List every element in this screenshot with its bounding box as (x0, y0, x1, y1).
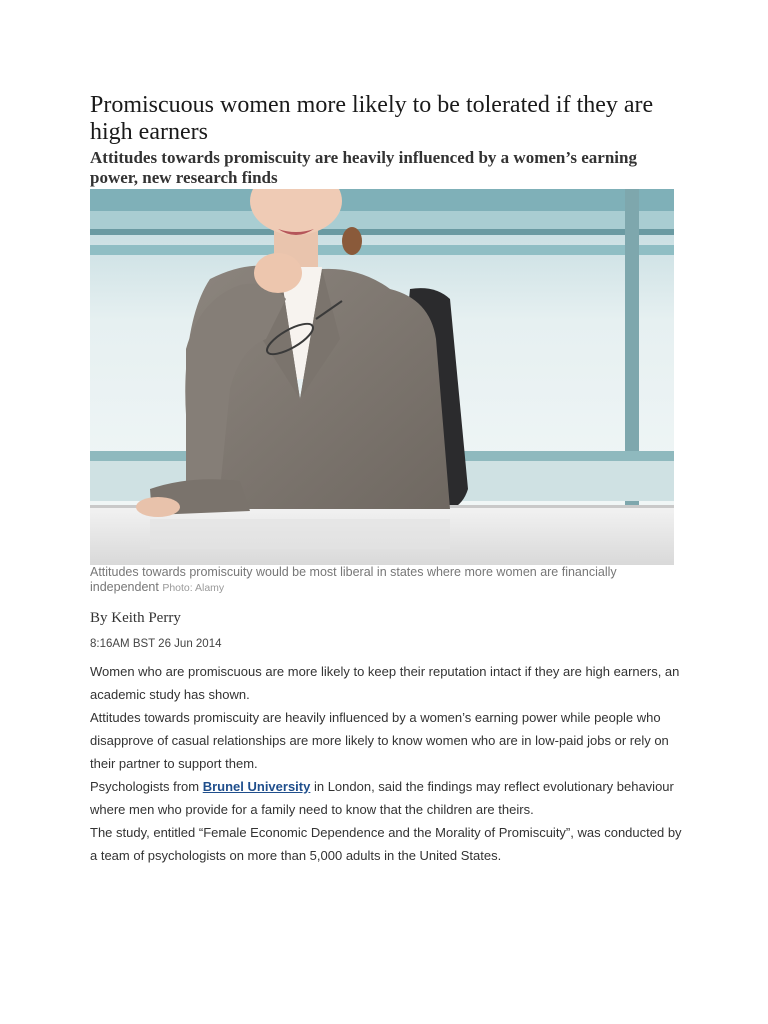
photo-caption-text: Attitudes towards promiscuity would be most liberal in states where more women are financially independent (90, 565, 617, 594)
body-paragraph-2: Attitudes towards promiscuity are heavily influenced by a women’s earning power while people who disapprove of casual relationships are more likely to know women who are in low-paid jobs or rely on their partner to support them. (90, 710, 669, 771)
brunel-university-link[interactable]: Brunel University (202, 779, 311, 794)
article-photo (90, 189, 674, 565)
photo-caption (90, 565, 680, 596)
paragraph-3-rest: in London, said the findings may reflect evolutionary behaviour where men who provide for a family need to know that the children are theirs. (90, 779, 674, 817)
body-paragraph-1: Women who are promiscuous are more likely to keep their reputation intact if they are high earners, an academic study has shown. (90, 664, 680, 702)
photo-credit: Photo: Alamy (162, 582, 225, 594)
article-headline: Promiscuous women more likely to be tolerated if they are high earners (90, 92, 654, 145)
article-standfirst: Attitudes towards promiscuity are heavily influenced by a women’s earning power, new research finds (90, 148, 637, 187)
article-dateline: 8:16AM BST 26 Jun 2014 (90, 638, 222, 650)
body-paragraph-3 (90, 775, 690, 821)
article-body (90, 660, 690, 867)
paragraph-3-lead: Psychologists from (90, 779, 203, 794)
article-byline: By Keith Perry (90, 610, 181, 626)
body-paragraph-4: The study, entitled “Female Economic Dependence and the Morality of Promiscuity”, was conducted by a team of psychologists on more than 5,000 adults in the United States. (90, 825, 682, 863)
